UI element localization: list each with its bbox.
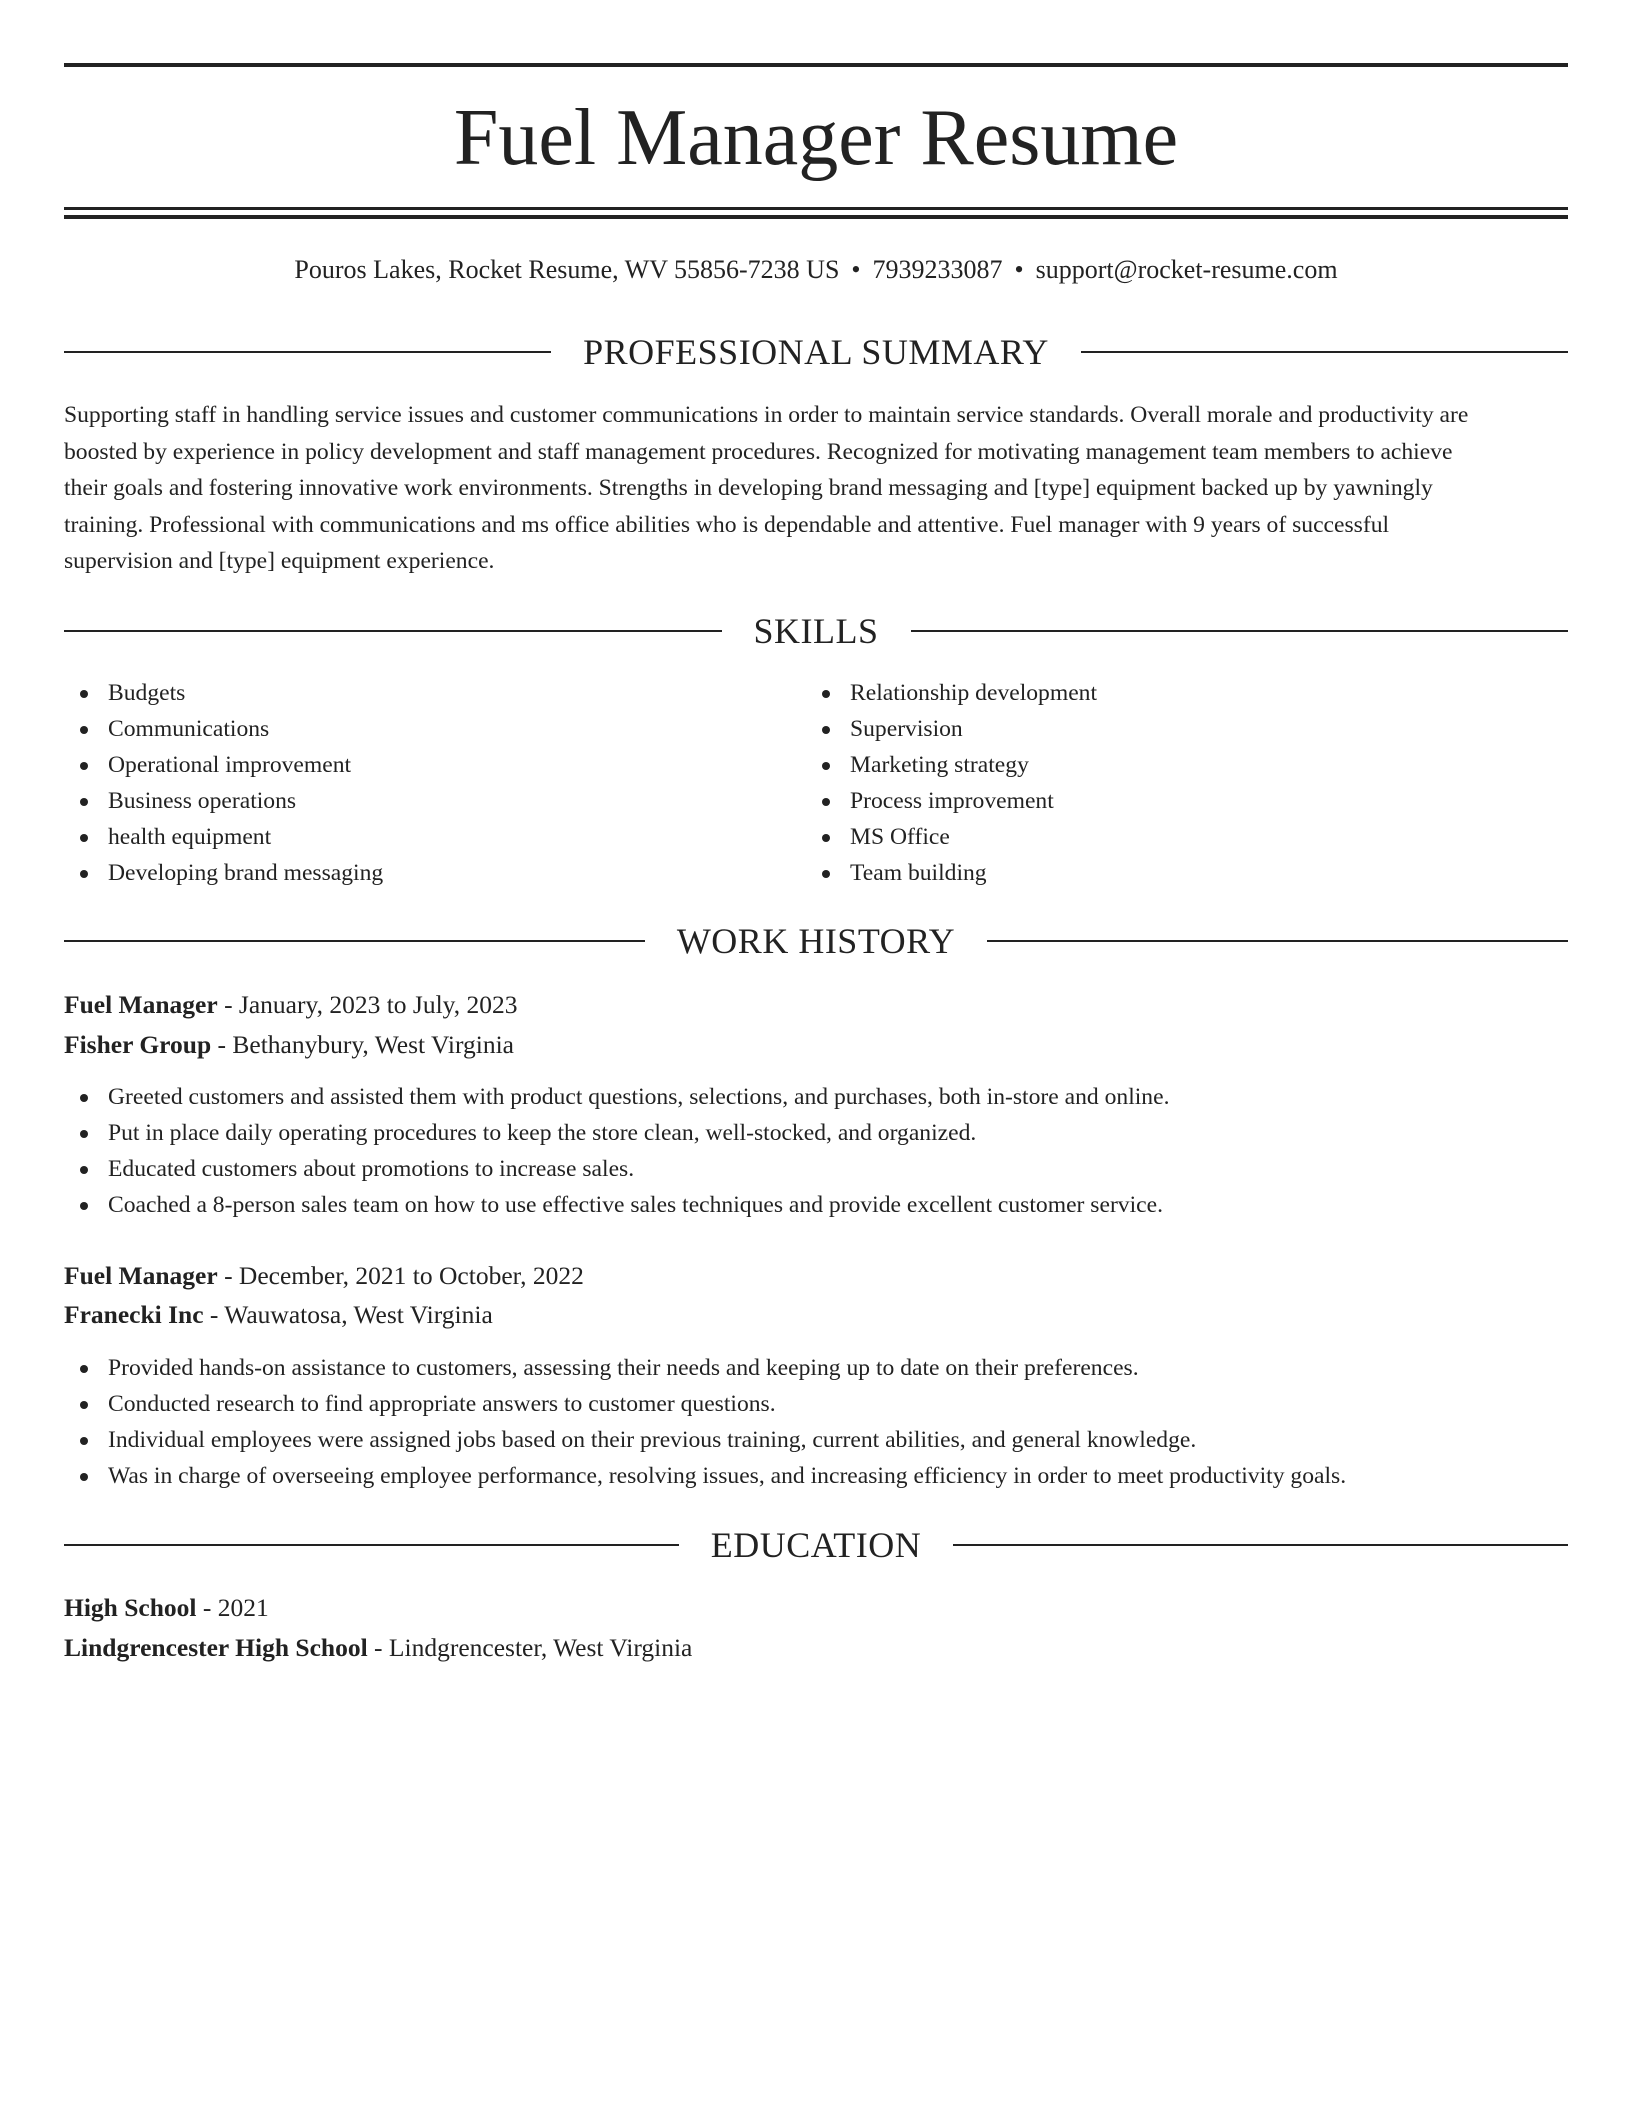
contact-address: Pouros Lakes, Rocket Resume, WV 55856-7238 US xyxy=(294,255,840,284)
job-duty: Greeted customers and assisted them with product questions, selections, and purchases, both in-store and online. xyxy=(64,1079,1568,1115)
job-location: - Wauwatosa, West Virginia xyxy=(203,1300,493,1329)
job-duty: Conducted research to find appropriate answers to customer questions. xyxy=(64,1386,1568,1422)
skill-item: Supervision xyxy=(806,711,1526,747)
work-heading-label: WORK HISTORY xyxy=(676,921,956,961)
summary-line: training. Professional with communications and ms office abilities who is dependable and attentive. Fuel manager with 9 years of successful xyxy=(64,511,1390,538)
education-school: Lindgrencester High School xyxy=(64,1633,368,1662)
job-company: Franecki Inc xyxy=(64,1300,204,1329)
contact-line xyxy=(0,253,1632,287)
job-title-line xyxy=(64,985,1568,1025)
skills-list-left xyxy=(64,675,784,891)
job-duty: Individual employees were assigned jobs based on their previous training, current abilities, and general knowledge. xyxy=(64,1422,1568,1458)
skills-heading-label: SKILLS xyxy=(753,611,879,651)
skill-item: Operational improvement xyxy=(64,747,784,783)
skill-item: Business operations xyxy=(64,783,784,819)
job-duty: Was in charge of overseeing employee performance, resolving issues, and increasing efficiency in order to meet productivity goals. xyxy=(64,1458,1568,1494)
skill-item: Developing brand messaging xyxy=(64,855,784,891)
resume-title: Fuel Manager Resume xyxy=(453,94,1179,182)
job-title: Fuel Manager xyxy=(64,1261,218,1290)
heading-rule-left xyxy=(64,940,645,942)
summary-line: boosted by experience in policy development and staff management procedures. Recognized for motivating management team members to achieve xyxy=(64,438,1453,465)
job-dates: - December, 2021 to October, 2022 xyxy=(217,1261,584,1290)
summary-line: Supporting staff in handling service issues and customer communications in order to maintain service standards. Overall morale and productivity are xyxy=(64,402,1469,428)
heading-rule-right xyxy=(953,1544,1568,1546)
education-year: - 2021 xyxy=(196,1593,269,1622)
job-company-line xyxy=(64,1025,1568,1065)
heading-rule-left xyxy=(64,1544,679,1546)
heading-rule-right xyxy=(987,940,1568,942)
skills-list-right xyxy=(806,675,1526,891)
title-double-rule-lower xyxy=(64,215,1568,219)
job-duties-list xyxy=(64,1350,1568,1494)
job-location: - Bethanybury, West Virginia xyxy=(211,1030,514,1059)
job-company: Fisher Group xyxy=(64,1030,212,1059)
heading-rule-left xyxy=(64,630,722,632)
skill-item: Process improvement xyxy=(806,783,1526,819)
job-company-line xyxy=(64,1295,1568,1335)
education-section-heading xyxy=(64,1523,1568,1567)
contact-separator: • xyxy=(1014,255,1024,284)
education-degree-line xyxy=(64,1588,1568,1628)
job-title-line xyxy=(64,1256,1568,1296)
education-degree: High School xyxy=(64,1593,197,1622)
skill-item: Team building xyxy=(806,855,1526,891)
skill-item: health equipment xyxy=(64,819,784,855)
skills-section-heading xyxy=(64,609,1568,653)
job-duties-list xyxy=(64,1079,1568,1223)
contact-email[interactable]: support@rocket-resume.com xyxy=(1035,255,1338,284)
heading-rule-right xyxy=(1081,351,1568,353)
contact-phone: 7939233087 xyxy=(872,255,1003,284)
job-duty: Educated customers about promotions to increase sales. xyxy=(64,1151,1568,1187)
education-heading-label: EDUCATION xyxy=(710,1525,922,1565)
job-title: Fuel Manager xyxy=(64,990,218,1019)
skill-item: Communications xyxy=(64,711,784,747)
job-duty: Provided hands-on assistance to customers, assessing their needs and keeping up to date on their preferences. xyxy=(64,1350,1568,1386)
summary-line: their goals and fostering innovative work environments. Strengths in developing brand messaging and [type] equipment backed up by yawningly xyxy=(64,475,1433,501)
education-school-line xyxy=(64,1628,1568,1668)
job-dates: - January, 2023 to July, 2023 xyxy=(217,990,518,1019)
top-rule xyxy=(64,63,1568,67)
skill-item: Budgets xyxy=(64,675,784,711)
professional-summary xyxy=(64,397,1568,580)
work-section-heading xyxy=(64,919,1568,963)
skill-item: Relationship development xyxy=(806,675,1526,711)
job-duty: Coached a 8-person sales team on how to use effective sales techniques and provide excellent customer service. xyxy=(64,1187,1568,1223)
summary-section-heading xyxy=(64,330,1568,374)
summary-line: supervision and [type] equipment experience. xyxy=(64,548,495,574)
skill-item: MS Office xyxy=(806,819,1526,855)
education-location: - Lindgrencester, West Virginia xyxy=(367,1633,693,1662)
summary-heading-label: PROFESSIONAL SUMMARY xyxy=(583,332,1049,372)
title-double-rule-upper xyxy=(64,207,1568,210)
skill-item: Marketing strategy xyxy=(806,747,1526,783)
heading-rule-left xyxy=(64,351,551,353)
job-duty: Put in place daily operating procedures to keep the store clean, well-stocked, and organized. xyxy=(64,1115,1568,1151)
heading-rule-right xyxy=(911,630,1569,632)
contact-separator: • xyxy=(851,255,861,284)
